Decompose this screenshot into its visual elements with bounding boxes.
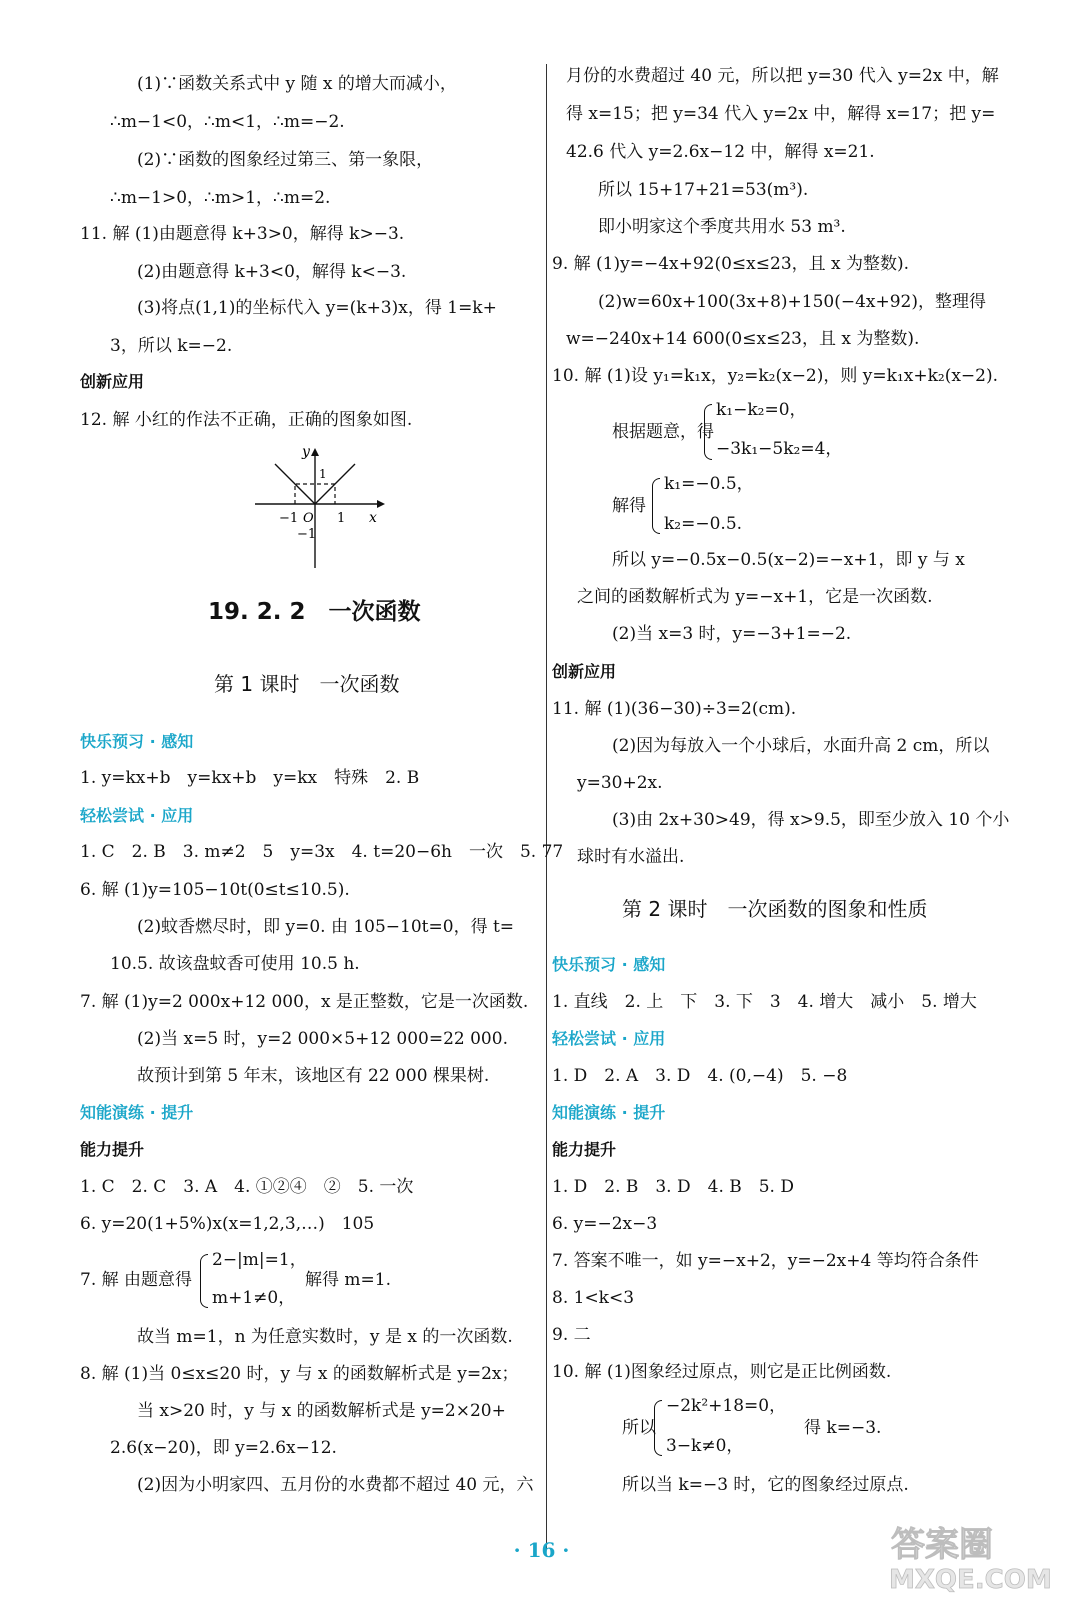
page-number: · 16 · (513, 1538, 570, 1562)
text-line: 1. D 2. A 3. D 4. (0,−4) 5. −8 (552, 1066, 848, 1086)
tick-neg1-bottom: −1 (297, 527, 317, 542)
text-line: 9. 二 (552, 1325, 591, 1345)
text-line: 10. 解 (1)图象经过原点，则它是正比例函数. (552, 1362, 892, 1382)
text-line: (2)因为每放入一个小球后，水面升高 2 cm，所以 (612, 736, 990, 756)
heading-innovation: 创新应用 (80, 372, 145, 391)
text-line: 7. 答案不唯一，如 y=−x+2，y=−2x+4 等均符合条件 (552, 1251, 979, 1271)
text-line: 11. 解 (1)由题意得 k+3>0，解得 k>−3. (80, 224, 405, 244)
tick-1-top: 1 (319, 467, 327, 481)
lesson-title: 第 2 课时 一次函数的图象和性质 (622, 897, 928, 921)
function-graph (245, 440, 395, 570)
text-line: (2)因为小明家四、五月份的水费都不超过 40 元，六 (137, 1475, 534, 1495)
text-line: 解得 (612, 496, 646, 516)
equation-line: k₂=−0.5. (664, 514, 743, 534)
text-line: 11. 解 (1)(36−30)÷3=2(cm). (552, 699, 797, 719)
text-line: (2)∵函数的图象经过第三、第一象限， (137, 150, 434, 170)
heading-innovation: 创新应用 (552, 662, 617, 681)
text-line: 得 k=−3. (804, 1418, 882, 1438)
equation-line: 2−|m|=1， (212, 1250, 307, 1270)
text-line: 10.5. 故该盘蚊香可使用 10.5 h. (110, 954, 360, 974)
equation-line: m+1≠0， (212, 1288, 296, 1308)
text-line: 42.6 代入 y=2.6x−12 中，解得 x=21. (566, 142, 875, 162)
column-divider (546, 64, 547, 1550)
text-line: 根据题意，得 (612, 422, 714, 442)
text-line: 所以 y=−0.5x−0.5(x−2)=−x+1，即 y 与 x (612, 550, 965, 570)
text-line: 故当 m=1，n 为任意实数时，y 是 x 的一次函数. (137, 1327, 513, 1347)
x-axis-arrow (377, 500, 385, 508)
y-axis-arrow (311, 448, 319, 456)
text-line: 3，所以 k=−2. (110, 336, 233, 356)
text-line: 9. 解 (1)y=−4x+92(0≤x≤23，且 x 为整数). (552, 254, 910, 274)
text-line: (3)将点(1,1)的坐标代入 y=(k+3)x，得 1=k+ (137, 298, 497, 318)
heading-try: 轻松尝试 · 应用 (552, 1029, 666, 1048)
text-line: 6. y=20(1+5%)x(x=1,2,3,…) 105 (80, 1214, 375, 1234)
tick-neg1-left: −1 (279, 511, 299, 526)
heading-preview: 快乐预习 · 感知 (552, 955, 666, 974)
equation-line: k₁−k₂=0， (716, 400, 807, 420)
heading-ability: 能力提升 (552, 1140, 617, 1159)
text-line: 6. y=−2x−3 (552, 1214, 658, 1234)
origin-label: O (303, 511, 314, 526)
text-line: 12. 解 小红的作法不正确，正确的图象如图. (80, 410, 413, 430)
text-line: y=30+2x. (577, 773, 663, 793)
watermark-bottom-text: MXQE.COM (889, 1565, 1052, 1594)
text-line: 1. y=kx+b y=kx+b y=kx 特殊 2. B (80, 768, 420, 788)
heading-try: 轻松尝试 · 应用 (80, 806, 194, 825)
text-line: 解得 m=1. (305, 1270, 391, 1290)
text-line: (2)w=60x+100(3x+8)+150(−4x+92)，整理得 (598, 292, 986, 312)
section-title: 19. 2. 2 一次函数 (208, 599, 421, 625)
text-line: 所以 15+17+21=53(m³). (598, 180, 809, 200)
text-line: 故预计到第 5 年末，该地区有 22 000 棵果树. (137, 1066, 490, 1086)
equation-line: −3k₁−5k₂=4， (716, 439, 843, 459)
text-line: 即小明家这个季度共用水 53 m³. (598, 217, 846, 237)
text-line: (3)由 2x+30>49，得 x>9.5，即至少放入 10 个小 (612, 810, 1010, 830)
text-line: (2)当 x=5 时，y=2 000×5+12 000=22 000. (137, 1029, 508, 1049)
text-line: 10. 解 (1)设 y₁=k₁x，y₂=k₂(x−2)，则 y=k₁x+k₂(x−2). (552, 366, 999, 386)
equation-line: k₁=−0.5， (664, 474, 754, 494)
heading-skill: 知能演练 · 提升 (80, 1103, 194, 1122)
text-line: (2)当 x=3 时，y=−3+1=−2. (612, 624, 852, 644)
y-label: y (302, 444, 310, 460)
equation-line: 3−k≠0， (666, 1436, 744, 1456)
text-line: 1. D 2. B 3. D 4. B 5. D (552, 1177, 794, 1197)
text-line: 1. C 2. B 3. m≠2 5 y=3x 4. t=20−6h 一次 5. 77 (80, 842, 564, 862)
watermark-logo (879, 1516, 1069, 1594)
text-line: 之间的函数解析式为 y=−x+1，它是一次函数. (577, 587, 933, 607)
text-line: 8. 解 (1)当 0≤x≤20 时，y 与 x 的函数解析式是 y=2x； (80, 1364, 519, 1384)
text-line: ∴m−1>0，∴m>1，∴m=2. (110, 188, 331, 208)
text-line: 所以 (622, 1418, 656, 1438)
text-line: 6. 解 (1)y=105−10t(0≤t≤10.5). (80, 880, 350, 900)
text-line: 2.6(x−20)，即 y=2.6x−12. (110, 1438, 337, 1458)
equation-line: −2k²+18=0， (666, 1396, 787, 1416)
heading-preview: 快乐预习 · 感知 (80, 732, 194, 751)
heading-ability: 能力提升 (80, 1140, 145, 1159)
text-line: ∴m−1<0，∴m<1，∴m=−2. (110, 112, 345, 132)
equation-brace (704, 404, 712, 460)
text-line: w=−240x+14 600(0≤x≤23，且 x 为整数). (566, 329, 920, 349)
lesson-title: 第 1 课时 一次函数 (214, 672, 400, 696)
tick-1-right: 1 (337, 511, 346, 526)
text-line: 所以当 k=−3 时，它的图象经过原点. (622, 1475, 909, 1495)
text-line: 8. 1<k<3 (552, 1288, 635, 1308)
text-line: 月份的水费超过 40 元，所以把 y=30 代入 y=2x 中，解 (566, 66, 999, 86)
equation-brace (652, 478, 660, 534)
x-label: x (369, 510, 377, 526)
text-line: 1. C 2. C 3. A 4. ①②④ ② 5. 一次 (80, 1177, 414, 1197)
text-line: 7. 解 (1)y=2 000x+12 000，x 是正整数，它是一次函数. (80, 992, 529, 1012)
text-line: 7. 解 由题意得 (80, 1270, 193, 1290)
text-line: (2)蚊香燃尽时，即 y=0. 由 105−10t=0，得 t= (137, 917, 515, 937)
text-line: (2)由题意得 k+3<0，解得 k<−3. (137, 262, 407, 282)
heading-skill: 知能演练 · 提升 (552, 1103, 666, 1122)
text-line: (1)∵函数关系式中 y 随 x 的增大而减小， (137, 74, 457, 94)
watermark-top-text: 答案圈 (891, 1525, 993, 1565)
text-line: 球时有水溢出. (577, 847, 685, 867)
text-line: 当 x>20 时，y 与 x 的函数解析式是 y=2×20+ (137, 1401, 506, 1421)
text-line: 得 x=15；把 y=34 代入 y=2x 中，解得 x=17；把 y= (566, 104, 996, 124)
text-line: 1. 直线 2. 上 下 3. 下 3 4. 增大 减小 5. 增大 (552, 992, 977, 1012)
equation-brace (200, 1254, 208, 1308)
equation-brace (654, 1400, 662, 1456)
